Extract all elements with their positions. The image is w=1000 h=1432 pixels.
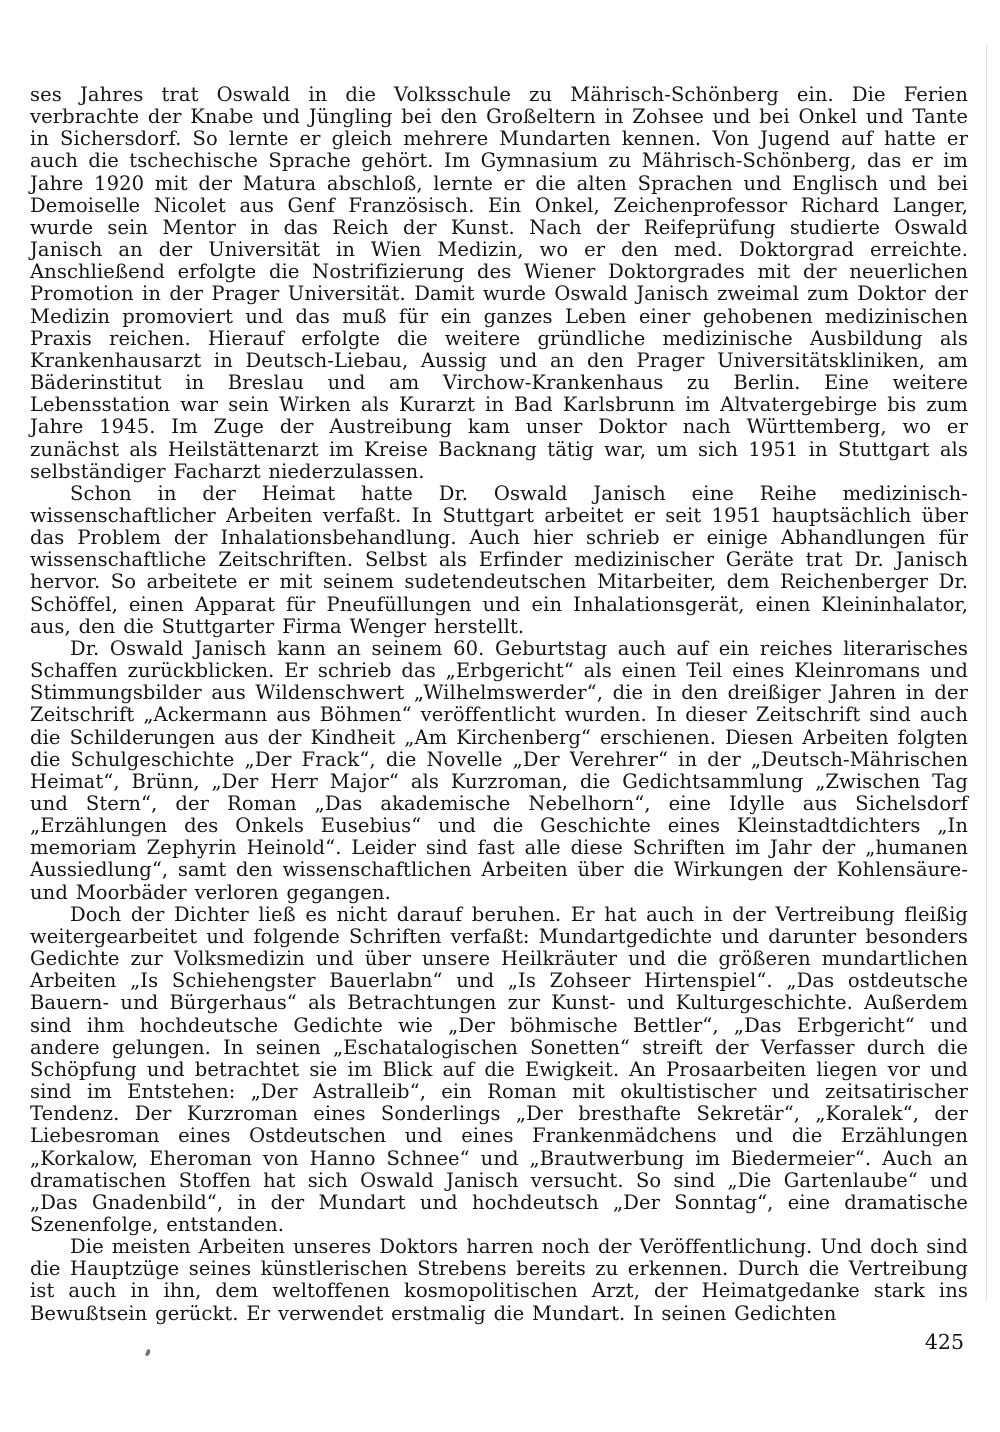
scan-edge-artifact — [986, 45, 987, 1302]
body-paragraph: Schon in der Heimat hatte Dr. Oswald Janisch eine Reihe medizinisch-wissenschaftlicher Arbeiten verfaßt. In Stuttgart arbeitet er seit 1951 hauptsächlich über das Problem der Inhalationsbehandlung. Auch hier schrieb er einige Abhandlungen für wissenschaftliche Zeitschriften. Selbst als Erfinder medizinischer Geräte trat Dr. Janisch hervor. So arbeitete er mit seinem sudetendeutschen Mitarbeiter, dem Reichenberger Dr. Schöffel, einen Apparat für Pneufüllungen und ein Inhalationsgerät, einen Kleininhalator, aus, den die Stuttgarter Firma Wenger herstellt. — [30, 481, 968, 638]
scan-speck-artifact — [145, 1349, 151, 1357]
body-paragraph: Dr. Oswald Janisch kann an seinem 60. Geburtstag auch auf ein reiches literarisches Schaffen zurückblicken. Er schrieb das „Erbgericht“ als einen Teil eines Kleinromans und Stimmungsbilder aus Wildenschwert „Wilhelmswerder“, die in den dreißiger Jahren in der Zeitschrift „Ackermann aus Böhmen“ veröffentlicht wurden. In dieser Zeitschrift sind auch die Schilderungen aus der Kindheit „Am Kirchenberg“ erschienen. Diesen Arbeiten folgten die Schulgeschichte „Der Frack“, die Novelle „Der Verehrer“ in der „Deutsch-Mährischen Heimat“, Brünn, „Der Herr Major“ als Kurzroman, die Gedichtsammlung „Zwischen Tag und Stern“, der Roman „Das akademische Nebelhorn“, eine Idylle aus Sichelsdorf „Erzählungen des Onkels Eusebius“ und die Geschichte eines Kleinstadtdichters „In memoriam Zephyrin Heinold“. Leider sind fast alle diese Schriften im Jahr der „humanen Aussiedlung“, samt den wissenschaftlichen Arbeiten über die Wirkungen der Kohlensäure- und Moorbäder verloren gegangen. — [30, 636, 968, 904]
body-paragraph: Die meisten Arbeiten unseres Doktors harren noch der Veröffentlichung. Und doch sind die Hauptzüge seines künstlerischen Strebens bereits zu erkennen. Durch die Vertreibung ist auch in ihn, dem weltoffenen kosmopolitischen Arzt, der Heimatgedanke stark ins Bewußtsein gerückt. Er verwendet erstmalig die Mundart. In seinen Gedichten — [30, 1235, 968, 1325]
page-text-block — [30, 84, 968, 1325]
body-paragraph: ses Jahres trat Oswald in die Volksschule zu Mährisch-Schönberg ein. Die Ferien verbrachte der Knabe und Jüngling bei den Großeltern in Zohsee und bei Onkel und Tante in Sichersdorf. So lernte er gleich mehrere Mundarten kennen. Von Jugend auf hatte er auch die tschechische Sprache gehört. Im Gymnasium zu Mährisch-Schönberg, das er im Jahre 1920 mit der Matura abschloß, lernte er die alten Sprachen und Englisch und bei Demoiselle Nicolet aus Genf Französisch. Ein Onkel, Zeichenprofessor Richard Langer, wurde sein Mentor in das Reich der Kunst. Nach der Reifeprüfung studierte Oswald Janisch an der Universität in Wien Medizin, wo er den med. Doktorgrad erreichte. Anschließend erfolgte die Nostrifizierung des Wiener Doktorgrades mit der neuerlichen Promotion in der Prager Universität. Damit wurde Oswald Janisch zweimal zum Doktor der Medizin promoviert und das muß für ein ganzes Leben einer gehobenen medizinischen Praxis reichen. Hierauf erfolgte die weitere gründliche medizinische Ausbildung als Krankenhausarzt in Deutsch-Liebau, Aussig und an den Prager Universitätskliniken, am Bäderinstitut in Breslau und am Virchow-Krankenhaus zu Berlin. Eine weitere Lebensstation war sein Wirken als Kurarzt in Bad Karlsbrunn im Altvatergebirge bis zum Jahre 1945. Im Zuge der Austreibung kam unser Doktor nach Württemberg, wo er zunächst als Heilstättenarzt im Kreise Backnang tätig war, um sich 1951 in Stuttgart als selbständiger Facharzt niederzulassen. — [30, 83, 968, 483]
body-paragraph: Doch der Dichter ließ es nicht darauf beruhen. Er hat auch in der Vertreibung fleißig weitergearbeitet und folgende Schriften verfaßt: Mundartgedichte und darunter besonders Gedichte zur Volksmedizin und über unsere Heilkräuter und die größeren mundartlichen Arbeiten „Is Schiehengster Bauerlabn“ und „Is Zohseer Hirtenspiel“. „Das ostdeutsche Bauern- und Bürgerhaus“ als Betrachtungen zur Kunst- und Kulturgeschichte. Außerdem sind ihm hochdeutsche Gedichte wie „Der böhmische Bettler“, „Das Erbgericht“ und andere gelungen. In seinen „Eschatalogischen Sonetten“ streift der Verfasser durch die Schöpfung und betrachtet sie im Blick auf die Ewigkeit. An Prosaarbeiten liegen vor und sind im Entstehen: „Der Astralleib“, ein Roman mit okultistischer und zeitsatirischer Tendenz. Der Kurzroman eines Sonderlings „Der bresthafte Sekretär“, „Koralek“, der Liebesroman eines Ostdeutschen und eines Frankenmädchens und die Erzählungen „Korkalow, Eheroman von Hanno Schnee“ und „Brautwerbung im Biedermeier“. Auch an dramatischen Stoffen hat sich Oswald Janisch versucht. So sind „Die Gartenlaube“ und „Das Gnadenbild“, in der Mundart und hochdeutsch „Der Sonntag“, eine dramatische Szenenfolge, entstanden. — [30, 902, 968, 1236]
page-number: 425 — [924, 1330, 964, 1354]
